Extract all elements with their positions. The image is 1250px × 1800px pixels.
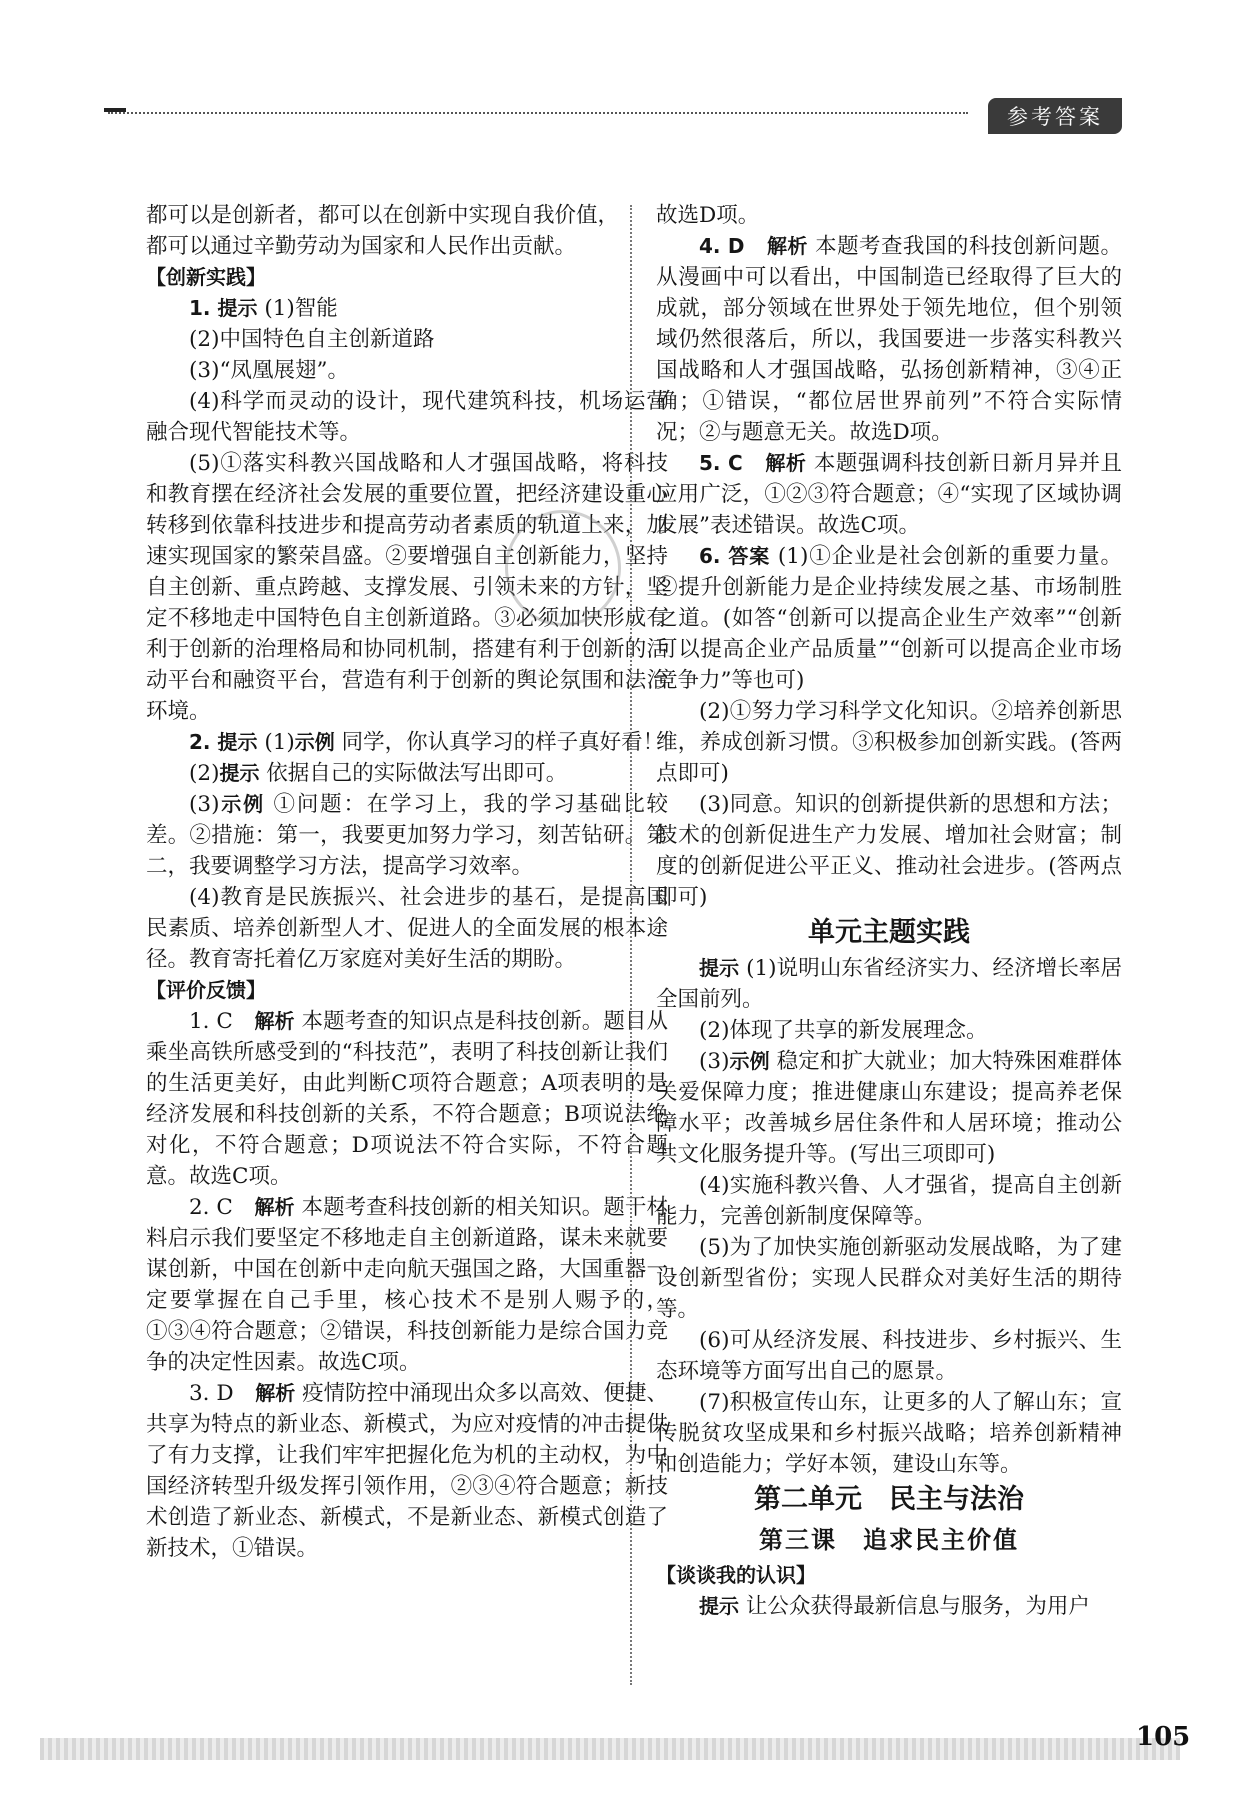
answer-keyword: 解析 <box>254 1009 295 1033</box>
answer-text: 让公众获得最新信息与服务，为用户 <box>739 1594 1090 1619</box>
text-line: 都可以通过辛勤劳动为国家和人民作出贡献。 <box>146 234 577 259</box>
answer-text: (7)积极宣传山东，让更多的人了解山东；宣传脱贫攻坚成果和乡村振兴战略；培养创新精神和创造能力；学好本领，建设山东等。 <box>656 1390 1122 1477</box>
question-6 <box>656 541 1122 696</box>
answer-keyword: 提示 <box>699 1594 739 1618</box>
answer-keyword: 解析 <box>254 1195 295 1219</box>
answer-text: 本题考查的知识点是科技创新。题目从乘坐高铁所感受到的“科技范”，表明了科技创新让我们的生活更美好，由此判断C项符合题意；A项表明的是经济发展和科技创新的关系，不符合题意；B项说法绝对化，不符合题意；D项说法不符合实际，不符合题意。故选C项。 <box>146 1009 668 1189</box>
answer-keyword: 解析 <box>765 451 807 475</box>
answer-keyword: 示例 <box>729 1049 770 1073</box>
answer-text: (4)科学而灵动的设计，现代建筑科技，机场运营融合现代智能技术等。 <box>146 389 668 445</box>
left-column <box>146 200 668 1564</box>
tip-text <box>656 1591 1122 1622</box>
answer-text: (3)“凤凰展翅”。 <box>189 358 349 383</box>
section-heading-innovation-practice: 【创新实践】 <box>146 265 266 289</box>
column-divider <box>630 205 632 1685</box>
answer-text: (4)实施科教兴鲁、人才强省，提高自主创新能力，完善创新制度保障等。 <box>656 1173 1122 1229</box>
answer-text: ①问题：在学习上，我的学习基础比较差。②措施：第一，我要更加努力学习，刻苦钻研。第二，我要调整学习方法，提高学习效率。 <box>146 792 669 879</box>
text-line: 都可以是创新者，都可以在创新中实现自我价值， <box>146 203 620 228</box>
answer-keyword: 示例 <box>219 792 265 816</box>
question-2 <box>146 1192 668 1378</box>
answer-2 <box>146 727 668 758</box>
question-4 <box>656 231 1122 448</box>
question-number: 6. 答案 <box>699 544 771 568</box>
answer-text: (1)智能 <box>257 296 338 321</box>
practice-tip <box>656 953 1122 1015</box>
answer-text: 本题考查我国的科技创新问题。从漫画中可以看出，中国制造已经取得了巨大的成就，部分领域在世界处于领先地位，但个别领域仍然很落后，所以，我国要进一步落实科教兴国战略和人才强国战略，弘扬创新精神，③④正确；①错误，“都位居世界前列”不符合实际情况；②与题意无关。故选D项。 <box>656 234 1122 445</box>
answer-text: (5)①落实科教兴国战略和人才强国战略，将科技和教育摆在经济社会发展的重要位置，把经济建设重心转移到依靠科技进步和提高劳动者素质的轨道上来，加速实现国家的繁荣昌盛。②要增强自主创新能力，坚持自主创新、重点跨越、支撑发展、引领未来的方针，坚定不移地走中国特色自主创新道路。③必须加快形成有利于创新的治理格局和协同机制，搭建有利于创新的活动平台和融资平台，营造有利于创新的舆论氛围和法治环境。 <box>146 451 668 724</box>
footer-band <box>40 1738 1180 1760</box>
answer-text <box>656 1046 1122 1170</box>
unit-two-heading: 第二单元 民主与法治 <box>754 1484 1024 1515</box>
answer-text: (1)①企业是社会创新的重要力量。②提升创新能力是企业持续发展之基、市场制胜之道。(如答“创新可以提高企业生产效率”“创新可以提高企业产品质量”“创新可以提高企业市场竞争力”等也可) <box>656 544 1122 693</box>
reference-answer-badge: 参考答案 <box>988 98 1122 134</box>
answer-keyword: 2. 提示 <box>189 730 258 754</box>
answer-text: 本题考查科技创新的相关知识。题干材料启示我们要坚定不移地走自主创新道路，谋未来就要谋创新，中国在创新中走向航天强国之路，大国重器一定要掌握在自己手里，核心技术不是别人赐予的，①③④符合题意；②错误，科技创新能力是综合国力竞争的决定性因素。故选C项。 <box>146 1195 668 1375</box>
answer-text: (2)①努力学习科学文化知识。②培养创新思维，养成创新习惯。③积极参加创新实践。(答两点即可) <box>656 699 1122 786</box>
lesson-three-heading: 第三课 追求民主价值 <box>759 1526 1019 1554</box>
question-3 <box>146 1378 668 1564</box>
answer-keyword: 提示 <box>699 956 740 980</box>
answer-keyword: 1. 提示 <box>189 296 258 320</box>
answer-text: 本题强调科技创新日新月异并且应用广泛，①②③符合题意；④“实现了区域协调发展”表述错误。故选C项。 <box>656 451 1122 538</box>
answer-text: (2)中国特色自主创新道路 <box>189 327 435 352</box>
answer-keyword: 提示 <box>219 761 260 785</box>
answer-text: 疫情防控中涌现出众多以高效、便捷、共享为特点的新业态、新模式，为应对疫情的冲击提供了有力支撑，让我们牢牢把握化危为机的主动权，为中国经济转型升级发挥引领作用，②③④符合题意；新技术创造了新业态、新模式，不是新业态、新模式创造了新技术，①错误。 <box>146 1381 669 1561</box>
question-number: 5. C <box>699 451 743 475</box>
answer-text: (1)说明山东省经济实力、经济增长率居全国前列。 <box>656 956 1123 1012</box>
question-number: 4. D <box>699 234 745 258</box>
answer-keyword: 示例 <box>294 730 335 754</box>
answer-text: 稳定和扩大就业；加大特殊困难群体关爱保障力度；推进健康山东建设；提高养老保障水平；改善城乡居住条件和人居环境；推动公共文化服务提升等。(写出三项即可) <box>656 1049 1123 1167</box>
answer-text: (2) <box>189 761 220 786</box>
answer-text: (3) <box>189 792 220 817</box>
question-number: 2. C <box>189 1195 233 1220</box>
question-number: 3. D <box>189 1381 234 1406</box>
answer-text: (6)可从经济发展、科技进步、乡村振兴、生态环境等方面写出自己的愿景。 <box>656 1328 1122 1384</box>
answer-keyword: 解析 <box>766 234 808 258</box>
question-5 <box>656 448 1122 541</box>
unit-practice-heading: 单元主题实践 <box>808 917 970 948</box>
section-heading-my-understanding: 【谈谈我的认识】 <box>656 1563 816 1587</box>
answer-text: 同学，你认真学习的样子真好看！ <box>334 730 665 755</box>
answer-text: (2)体现了共享的新发展理念。 <box>699 1018 988 1043</box>
header-dotted-rule <box>108 112 968 114</box>
answer-text: (5)为了加快实施创新驱动发展战略，为了建设创新型省份；实现人民群众对美好生活的期待等。 <box>656 1235 1122 1322</box>
answer-text <box>146 758 668 789</box>
answer-keyword: 解析 <box>255 1381 296 1405</box>
section-heading-evaluation-feedback: 【评价反馈】 <box>146 978 266 1002</box>
page-number: 105 <box>1136 1722 1191 1752</box>
answer-text: (3) <box>699 1049 730 1074</box>
answer-text: 依据自己的实际做法写出即可。 <box>259 761 568 786</box>
answer-1 <box>146 293 668 324</box>
right-column <box>656 200 1122 1622</box>
text-line: 故选D项。 <box>656 203 760 228</box>
question-1 <box>146 1006 668 1192</box>
question-number: 1. C <box>189 1009 233 1034</box>
answer-text: (3)同意。知识的创新提供新的思想和方法；技术的创新促进生产力发展、增加社会财富；制度的创新促进公平正义、推动社会进步。(答两点即可) <box>656 792 1122 910</box>
answer-text <box>146 789 668 882</box>
answer-text: (4)教育是民族振兴、社会进步的基石，是提高国民素质、培养创新型人才、促进人的全面发展的根本途径。教育寄托着亿万家庭对美好生活的期盼。 <box>146 885 668 972</box>
answer-text: (1) <box>257 730 295 755</box>
